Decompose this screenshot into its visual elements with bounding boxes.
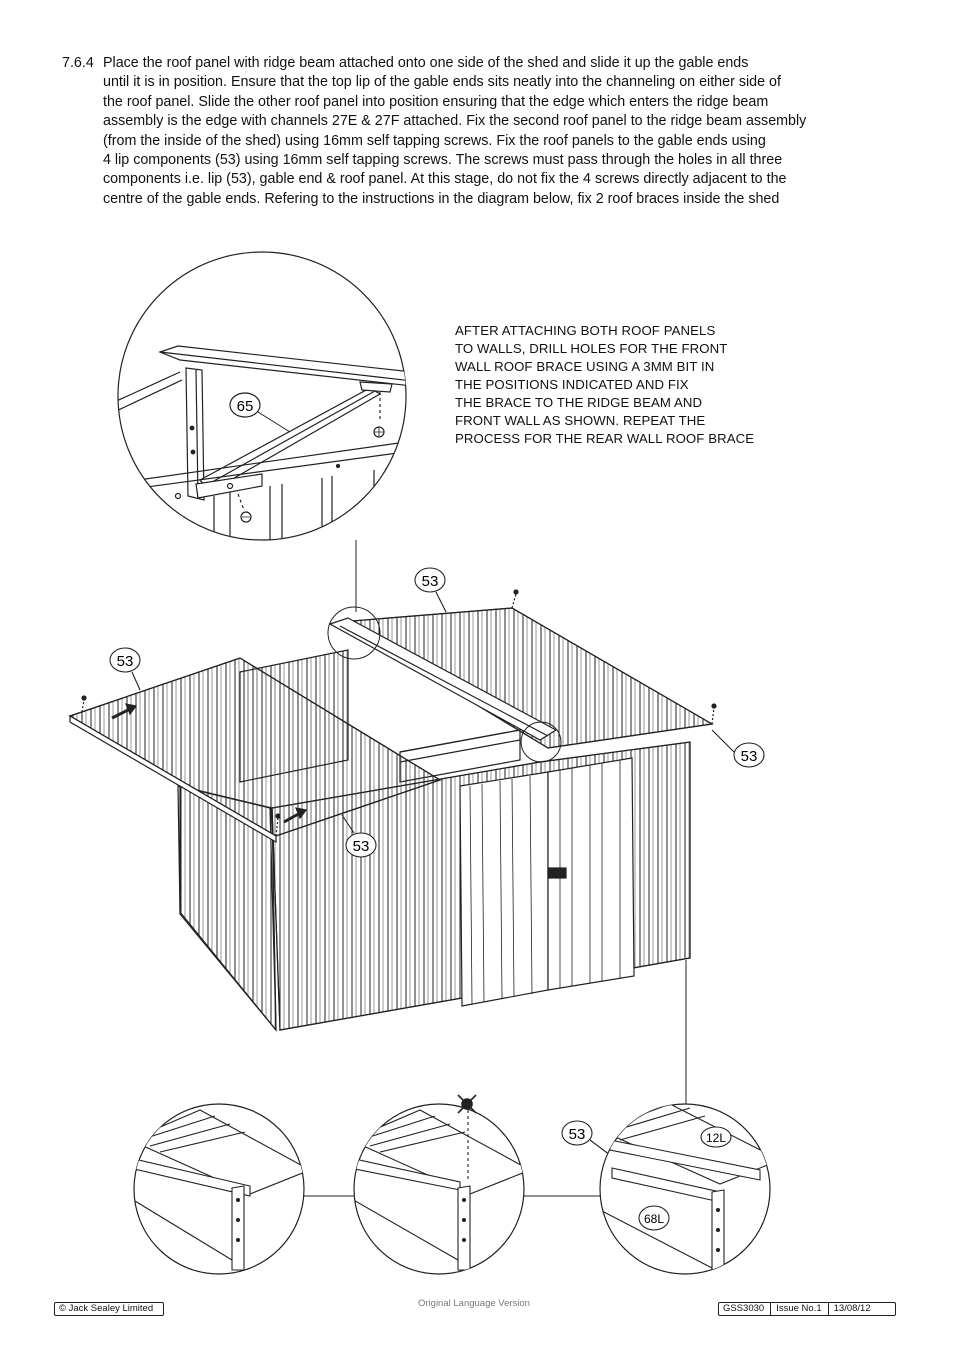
issue-date: 13/08/12	[828, 1303, 871, 1315]
issue-number: Issue No.1	[770, 1303, 821, 1315]
note-line: PROCESS FOR THE REAR WALL ROOF BRACE	[455, 431, 755, 446]
shed-main-view	[70, 590, 716, 1030]
gable-lip-detail-1	[130, 1104, 310, 1274]
instruction-line: 4 lip components (53) using 16mm self tapping screws. The screws must pass through the holes in all three	[103, 152, 783, 169]
instruction-line: the roof panel. Slide the other roof panel into position ensuring that the edge which enters the ridge beam	[103, 93, 769, 110]
note-line: TO WALLS, DRILL HOLES FOR THE FRONT	[455, 341, 728, 356]
brace-instruction-note	[455, 322, 754, 448]
document-reference	[718, 1302, 896, 1316]
instruction-line: assembly is the edge with channels 27E & 27F attached. Fix the second roof panel to the ridge beam assembly	[103, 113, 807, 130]
instruction-line: Place the roof panel with ridge beam attached onto one side of the shed and slide it up the gable ends	[103, 55, 749, 71]
lip-callout-front: 53	[352, 838, 370, 855]
instruction-line: components i.e. lip (53), gable end & roof panel. At this stage, do not fix the 4 screws directly adjacent to the	[103, 171, 787, 188]
note-line: WALL ROOF BRACE USING A 3MM BIT IN	[455, 359, 715, 374]
part-12l-callout: 12L	[705, 1131, 727, 1145]
gable-lip-detail-2	[350, 1095, 530, 1274]
part-68l-callout: 68L	[643, 1212, 665, 1226]
note-line: AFTER ATTACHING BOTH ROOF PANELS	[455, 323, 716, 338]
instruction-line: centre of the gable ends. Refering to the instructions in the diagram below, fix 2 roof braces inside the shed	[103, 190, 780, 207]
brace-callout: 65	[236, 398, 254, 415]
instruction-line: until it is in position. Ensure that the top lip of the gable ends sits neatly into the channeling on either side of	[103, 74, 781, 91]
copyright-label: © Jack Sealey Limited	[54, 1302, 164, 1316]
note-line: THE BRACE TO THE RIDGE BEAM AND	[455, 395, 703, 410]
lip-callout-right: 53	[740, 748, 758, 765]
lip-callout-top: 53	[421, 573, 439, 590]
lip-callout-left: 53	[116, 653, 134, 670]
note-line: THE POSITIONS INDICATED AND FIX	[455, 377, 689, 392]
note-line: FRONT WALL AS SHOWN. REPEAT THE	[455, 413, 706, 428]
instruction-line: (from the inside of the shed) using 16mm self tapping screws. Fix the roof panels to the gable ends using	[103, 132, 766, 149]
step-number: 7.6.4	[62, 55, 94, 71]
original-language-label: Original Language Version	[418, 1298, 530, 1309]
model-number: GSS3030	[723, 1303, 765, 1314]
lip-callout-detail: 53	[568, 1126, 586, 1143]
gable-lip-detail-3	[600, 1104, 780, 1274]
brace-detail-view	[110, 252, 430, 560]
